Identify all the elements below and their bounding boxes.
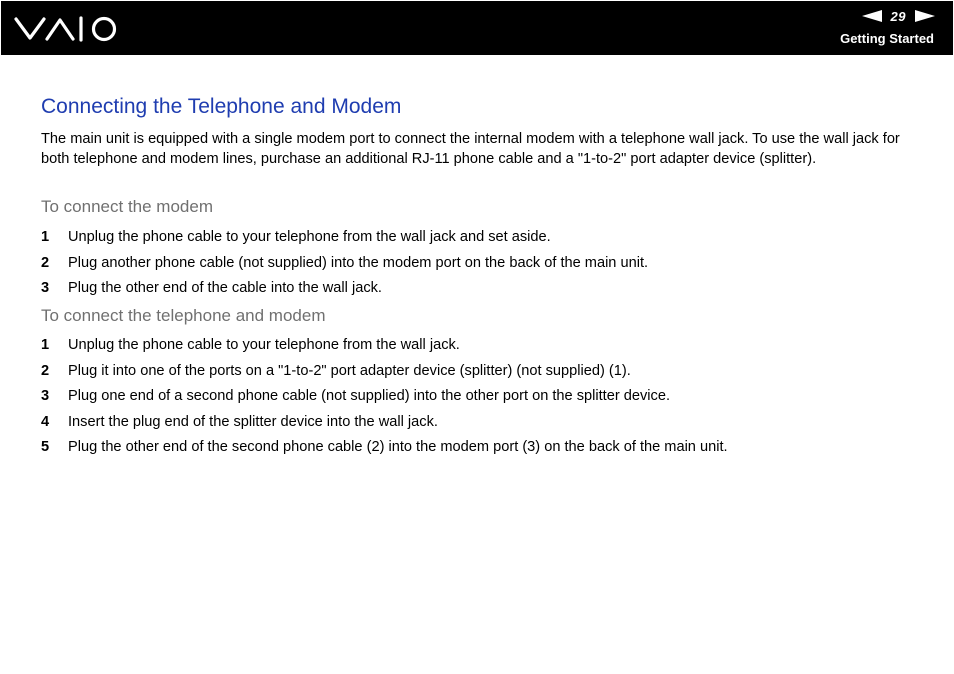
procedure-heading-modem: To connect the modem (41, 197, 213, 216)
page-navigation (862, 7, 935, 25)
step-text: Plug the other end of the cable into the wall jack. (68, 280, 382, 296)
step-number: 1 (41, 337, 50, 353)
step-text: Plug it into one of the ports on a "1-to-2" port adapter device (splitter) (not supplied) (1). (68, 362, 631, 379)
procedure-heading-telephone-modem: To connect the telephone and modem (41, 306, 326, 325)
vaio-logo (13, 14, 121, 44)
step-text: Plug the other end of the second phone cable (2) into the modem port (3) on the back of the main unit. (68, 439, 728, 455)
list-item (41, 253, 648, 279)
step-number: 4 (41, 413, 50, 430)
list-item (41, 227, 648, 253)
step-text: Insert the plug end of the splitter device into the wall jack. (68, 413, 438, 430)
step-text: Plug another phone cable (not supplied) into the modem port on the back of the main unit. (68, 254, 649, 271)
list-item (41, 412, 728, 438)
step-number: 1 (41, 229, 50, 245)
step-number: 3 (41, 280, 50, 296)
list-item (41, 361, 728, 387)
list-item (41, 278, 648, 304)
page-number: 29 (890, 8, 906, 24)
step-text: Unplug the phone cable to your telephone from the wall jack. (68, 337, 460, 353)
step-number: 3 (41, 388, 50, 404)
list-item (41, 335, 728, 361)
step-text: Unplug the phone cable to your telephone from the wall jack and set aside. (68, 229, 551, 245)
procedure-steps-telephone-modem (41, 335, 728, 463)
page-title: Connecting the Telephone and Modem (41, 95, 402, 118)
step-text: Plug one end of a second phone cable (not supplied) into the other port on the splitter device. (68, 388, 670, 404)
previous-page-arrow-icon[interactable] (862, 10, 882, 22)
page-header (1, 1, 953, 55)
step-number: 2 (41, 254, 50, 271)
list-item (41, 437, 728, 463)
step-number: 2 (41, 362, 50, 379)
step-number: 5 (41, 439, 50, 455)
procedure-steps-modem (41, 227, 648, 304)
list-item (41, 386, 728, 412)
intro-paragraph: The main unit is equipped with a single modem port to connect the internal modem with a telephone wall jack. To use the wall jack for both telephone and modem lines, purchase an additional RJ-11 phone cable and a "1-to-2" port adapter device (splitter). (41, 131, 900, 167)
section-title: Getting Started (840, 31, 934, 46)
next-page-arrow-icon[interactable] (915, 10, 935, 22)
